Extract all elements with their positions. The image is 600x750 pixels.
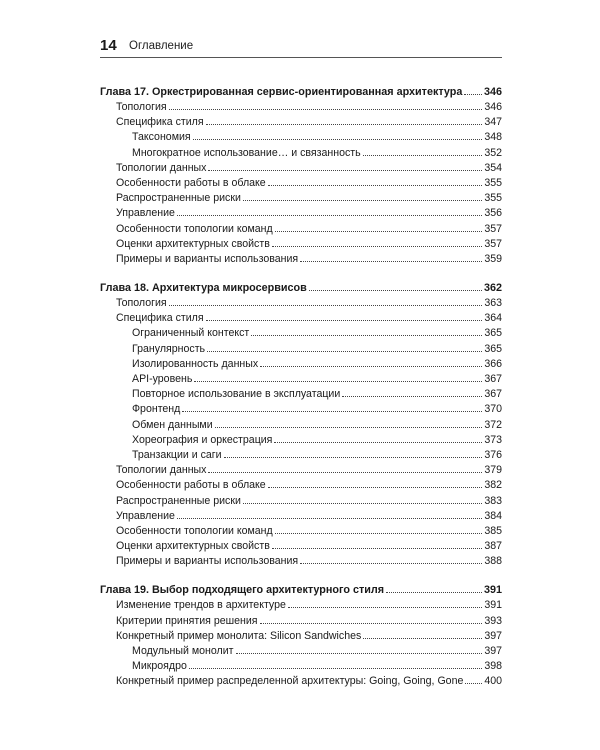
toc-leader-dots	[272, 246, 482, 247]
page-header	[100, 35, 502, 58]
toc-leader-dots	[288, 607, 482, 608]
toc-entry-title: Особенности работы в облаке	[116, 176, 266, 189]
toc-entry-title: Транзакции и саги	[132, 448, 222, 461]
toc-chapter-heading[interactable]	[100, 280, 502, 296]
toc-leader-dots	[386, 592, 482, 593]
toc-entry[interactable]	[100, 554, 502, 569]
toc-entry[interactable]	[100, 463, 502, 478]
toc-entry[interactable]	[100, 478, 502, 493]
toc-entry-title: Изменение трендов в архитектуре	[116, 599, 286, 612]
toc-entry-title: Конкретный пример монолита: Silicon Sandwiches	[116, 629, 362, 642]
toc-entry[interactable]	[100, 100, 502, 115]
toc-entry-page: 391	[484, 599, 502, 612]
toc-entry-page: 365	[484, 327, 502, 340]
toc-entry-page: 357	[484, 222, 502, 235]
toc-entry-title: API-уровень	[132, 373, 193, 385]
toc-entry[interactable]	[100, 509, 502, 524]
toc-leader-dots	[363, 155, 483, 156]
toc-entry[interactable]	[100, 433, 502, 448]
toc-entry-page: 348	[484, 131, 502, 144]
toc-entry-page: 398	[484, 660, 502, 673]
toc-entry-title: Изолированность данных	[132, 357, 259, 370]
toc-leader-dots	[224, 457, 483, 458]
toc-entry-page: 388	[484, 555, 502, 568]
toc-entry-page: 367	[484, 388, 502, 401]
toc-entry-page: 364	[484, 312, 502, 325]
toc-entry-title: Микроядро	[132, 660, 187, 673]
toc-entry-page: 400	[484, 675, 502, 688]
toc-entry-page: 397	[484, 645, 502, 657]
toc-chapter-heading[interactable]	[100, 582, 502, 598]
toc-leader-dots	[268, 185, 483, 186]
toc-leader-dots	[275, 231, 483, 232]
toc-entry[interactable]	[100, 237, 502, 252]
toc-entry-page: 370	[484, 403, 502, 416]
toc-leader-dots	[236, 653, 483, 654]
toc-leader-dots	[342, 396, 482, 397]
toc-entry[interactable]	[100, 448, 502, 463]
toc-entry-title: Специфика стиля	[116, 116, 204, 129]
toc-entry-title: Обмен данными	[132, 418, 213, 431]
toc-leader-dots	[260, 366, 482, 367]
toc-entry-title: Топология	[116, 297, 167, 310]
toc-entry[interactable]	[100, 659, 502, 674]
toc-entry-page: 372	[484, 418, 502, 431]
toc-chapter	[100, 280, 502, 569]
toc-chapter-title: Глава 18. Архитектура микросервисов	[100, 282, 307, 295]
toc-leader-dots	[189, 668, 482, 669]
toc-chapter-title: Глава 19. Выбор подходящего архитектурного стиля	[100, 584, 385, 597]
toc-entry-page: 354	[484, 161, 502, 174]
toc-entry-title: Топология	[116, 101, 167, 113]
toc-entry-page: 363	[484, 297, 502, 310]
toc-leader-dots	[177, 518, 482, 519]
running-title: Оглавление	[129, 40, 194, 52]
toc-entry-title: Особенности топологии команд	[116, 524, 273, 537]
toc-entry[interactable]	[100, 222, 502, 237]
toc-entry-title: Распространенные риски	[116, 192, 241, 205]
toc-entry-page: 373	[484, 433, 502, 446]
toc-leader-dots	[207, 351, 482, 352]
toc-leader-dots	[268, 487, 483, 488]
toc-entry[interactable]	[100, 644, 502, 659]
toc-entry-title: Оценки архитектурных свойств	[116, 237, 270, 250]
toc-entry-page: 367	[484, 373, 502, 385]
toc-entry[interactable]	[100, 252, 502, 267]
toc-leader-dots	[177, 215, 482, 216]
toc-leader-dots	[309, 290, 482, 291]
toc-entry[interactable]	[100, 176, 502, 191]
toc-entry-title: Повторное использование в эксплуатации	[132, 388, 341, 401]
toc-entry[interactable]	[100, 387, 502, 402]
toc-entry[interactable]	[100, 311, 502, 326]
toc-leader-dots	[243, 503, 482, 504]
toc-leader-dots	[206, 320, 483, 321]
toc-entry-page: 384	[484, 509, 502, 522]
toc-entry[interactable]	[100, 130, 502, 145]
toc-entry[interactable]	[100, 161, 502, 176]
toc-leader-dots	[194, 381, 482, 382]
toc-entry-page: 352	[484, 146, 502, 159]
toc-entry[interactable]	[100, 539, 502, 554]
toc-entry[interactable]	[100, 402, 502, 417]
toc-leader-dots	[208, 170, 482, 171]
toc-entry-page: 387	[484, 540, 502, 553]
toc-chapter	[100, 84, 502, 267]
toc-leader-dots	[274, 442, 482, 443]
toc-entry-title: Ограниченный контекст	[132, 327, 250, 340]
toc-entry-title: Топологии данных	[116, 161, 207, 174]
toc-entry[interactable]	[100, 326, 502, 341]
toc-entry[interactable]	[100, 342, 502, 357]
toc-chapter	[100, 582, 502, 689]
toc-entry-title: Таксономия	[132, 131, 191, 144]
toc-entry[interactable]	[100, 614, 502, 629]
toc-entry-page: 393	[484, 614, 502, 627]
toc-entry-title: Конкретный пример распределенной архитектуры: Going, Going, Gone	[116, 675, 464, 688]
toc-entry-page: 355	[484, 192, 502, 205]
toc-leader-dots	[272, 548, 482, 549]
toc-leader-dots	[300, 563, 482, 564]
toc-entry-title: Многократное использование… и связанность	[132, 146, 361, 159]
toc-leader-dots	[182, 411, 482, 412]
toc-entry[interactable]	[100, 191, 502, 206]
toc-entry-title: Примеры и варианты использования	[116, 555, 299, 568]
toc-entry-title: Топологии данных	[116, 464, 207, 477]
toc-entry-page: 385	[484, 524, 502, 537]
toc-entry[interactable]	[100, 115, 502, 130]
toc-leader-dots	[169, 109, 483, 110]
toc-entry-title: Хореография и оркестрация	[132, 433, 273, 446]
toc-entry-title: Модульный монолит	[132, 645, 234, 657]
toc-leader-dots	[465, 683, 482, 684]
toc-leader-dots	[193, 139, 483, 140]
toc-leader-dots	[208, 472, 482, 473]
toc-leader-dots	[363, 638, 482, 639]
toc-entry-page: 397	[484, 629, 502, 642]
toc-entry[interactable]	[100, 296, 502, 311]
toc-entry-page: 383	[484, 494, 502, 507]
toc-entry[interactable]	[100, 418, 502, 433]
toc-entry-title: Особенности работы в облаке	[116, 479, 266, 492]
toc-entry-page: 355	[484, 176, 502, 189]
toc-entry[interactable]	[100, 674, 502, 689]
toc-entry-title: Критерии принятия решения	[116, 614, 258, 627]
toc-chapter-heading[interactable]	[100, 84, 502, 100]
toc-entry-title: Особенности топологии команд	[116, 222, 273, 235]
toc-entry[interactable]	[100, 206, 502, 221]
toc-entry-page: 356	[484, 207, 502, 220]
toc-entry-page: 382	[484, 479, 502, 492]
toc-entry-page: 365	[484, 342, 502, 355]
toc-entry-title: Управление	[116, 207, 175, 220]
toc-entry-title: Управление	[116, 509, 175, 522]
toc-entry-page: 357	[484, 237, 502, 250]
toc-entry-title: Оценки архитектурных свойств	[116, 540, 270, 553]
toc-leader-dots	[260, 623, 483, 624]
toc-leader-dots	[251, 335, 482, 336]
toc-leader-dots	[300, 261, 482, 262]
toc-leader-dots	[215, 427, 483, 428]
toc-entry-page: 359	[484, 252, 502, 265]
toc-entry-title: Специфика стиля	[116, 312, 204, 325]
toc-entry[interactable]	[100, 357, 502, 372]
toc-chapter-title: Глава 17. Оркестрированная сервис-ориентированная архитектура	[100, 86, 463, 98]
toc-leader-dots	[169, 305, 483, 306]
toc-entry-title: Фронтенд	[132, 403, 181, 416]
page-number: 14	[100, 37, 117, 54]
toc-entry[interactable]	[100, 372, 502, 387]
toc-entry[interactable]	[100, 629, 502, 644]
toc-entry-page: 346	[484, 101, 502, 113]
toc-entry-page: 347	[484, 116, 502, 129]
toc-leader-dots	[464, 94, 482, 95]
toc-chapter-page: 391	[483, 584, 502, 597]
toc-entry[interactable]	[100, 146, 502, 161]
table-of-contents	[100, 84, 502, 703]
toc-entry-page: 366	[484, 357, 502, 370]
toc-leader-dots	[275, 533, 483, 534]
toc-entry-page: 379	[484, 464, 502, 477]
toc-entry[interactable]	[100, 598, 502, 613]
toc-leader-dots	[206, 124, 483, 125]
toc-entry-title: Распространенные риски	[116, 494, 241, 507]
toc-leader-dots	[243, 200, 482, 201]
toc-entry-title: Примеры и варианты использования	[116, 252, 299, 265]
toc-chapter-page: 362	[483, 282, 502, 295]
toc-entry-page: 376	[484, 448, 502, 461]
toc-chapter-page: 346	[483, 86, 502, 98]
toc-entry[interactable]	[100, 494, 502, 509]
toc-entry-title: Гранулярность	[132, 342, 206, 355]
toc-entry[interactable]	[100, 524, 502, 539]
